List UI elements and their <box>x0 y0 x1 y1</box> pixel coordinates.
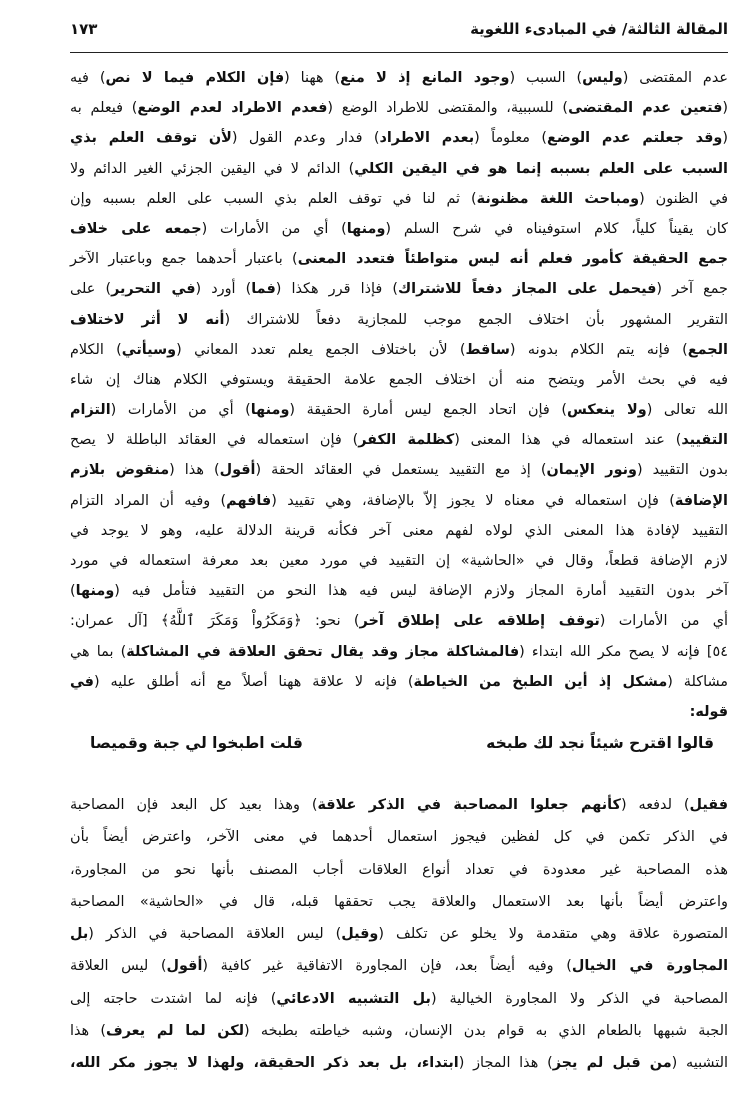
text-line <box>70 950 728 982</box>
bold-matn-segment: السبب على العلم بسببه إنما هو في اليقين الكلي <box>354 160 728 177</box>
text-segment: ( <box>722 130 728 147</box>
bold-matn-segment: المجاورة في الخيال <box>571 958 728 975</box>
text-segment: آخر بدون التقييد أمارة المجاز ولازم الإضافة ليس فيه هذا النحو من التقييد فتأمل فيه ( <box>114 583 728 600</box>
running-header <box>70 14 728 44</box>
text-line <box>70 606 728 636</box>
text-segment: ) على <box>70 281 112 298</box>
text-line <box>70 789 728 821</box>
text-segment: ) الدائم لا في اليقين الجزئي الغير الدائم ولا <box>70 160 355 177</box>
text-segment: الله تعالى ( <box>646 402 728 419</box>
text-segment: ) السبب ( <box>509 70 583 86</box>
text-segment: ) باعتبار أحدهما جمع وباعتبار الآخر <box>70 251 298 268</box>
text-segment: ٥٤] فإنه لا يصح مكر الله ابتداء ( <box>519 643 729 660</box>
text-line <box>70 1047 728 1079</box>
bold-matn-segment: جمع الحقيقة كأمور فعلم أنه ليس متواطئاً فتعدد المعنى <box>297 251 728 268</box>
text-segment: ) لأن باختلاف الجمع يعلم تعدد المعاني ( <box>176 341 466 358</box>
text-segment: ) وفيه أيضاً بعد، فإن المجاورة الاتفاقية غير كافية ( <box>202 958 572 975</box>
bold-matn-segment: قوله: <box>689 703 728 720</box>
text-segment: الجبة شبهها بالطعام الذي به قوام بدن الإنسان، وشبه خياطته بطبخه ( <box>244 1023 728 1040</box>
text-segment: التقرير المشهور بأن اختلاف الجمع موجب للمجازية دفعاً للاشتراك ( <box>224 311 728 328</box>
text-line <box>70 455 728 485</box>
poem-hemistich-1: قالوا اقترح شيئاً نجد لك طبخه <box>486 734 714 752</box>
text-line <box>70 516 728 546</box>
text-segment: ) للسببية، والمقتضى للاطراد الوضع ( <box>327 100 569 117</box>
bold-matn-segment: منقوض بلازم <box>70 462 170 479</box>
text-segment: ) فإن اتحاد الجمع ليس أمارة الحقيقة ( <box>289 402 567 419</box>
text-segment: المتصورة علاقة وهي متقدمة ولا يخلو عن تكلف ( <box>378 926 728 943</box>
text-line <box>70 395 728 425</box>
bold-matn-segment: التقييد <box>681 432 728 449</box>
bold-matn-segment: الإضافة <box>674 492 728 509</box>
text-segment: ) معلوماً ( <box>474 130 547 147</box>
text-segment: ) هذا ( <box>169 462 220 479</box>
text-segment: ) فيه <box>70 70 106 86</box>
text-segment: ) هذا المجاز ( <box>458 1055 553 1072</box>
bold-matn-segment: في التحرير <box>111 281 196 298</box>
bold-matn-segment: كأنهم جعلوا المصاحبة في الذكر علاقة <box>317 797 621 813</box>
text-segment: ( <box>722 100 728 117</box>
text-line <box>70 365 728 395</box>
text-segment: واعترض أيضاً بأنها بعد الاستعمال والعلاقة يجب تحققها قبله، قال في «الحاشية» المصاحبة <box>70 893 728 910</box>
bold-matn-segment: وقد جعلتم عدم الوضع <box>547 130 723 147</box>
bold-matn-segment: فعدم الاطراد لعدم الوضع <box>137 100 328 117</box>
text-line <box>70 214 728 244</box>
text-segment: ) نحو: ﴿وَمَكَرُواْ وَمَكَرَ ٱللَّهُ﴾ [آل عمران: <box>70 613 360 630</box>
text-segment: ) بما هي <box>70 643 127 660</box>
bold-matn-segment: جمعه على خلاف <box>70 220 202 237</box>
text-segment: ) وهذا بعيد كل البعد فإن المصاحبة <box>70 797 318 813</box>
text-segment: ) الكلام <box>70 341 122 358</box>
text-segment: ) أي من الأمارات ( <box>110 402 251 419</box>
text-segment: ) فإنه لما اشتدت حاجته إلى <box>70 990 277 1007</box>
poem-verse <box>90 734 714 752</box>
text-segment: ) فإنه لا علاقة ههنا أصلاً مع أنه أطلق عليه ( <box>93 673 414 690</box>
bold-matn-segment: ونور الإيمان <box>546 462 637 479</box>
text-line <box>70 305 728 335</box>
bold-matn-segment: فقيل <box>689 797 728 813</box>
text-line <box>70 335 728 365</box>
text-line <box>70 123 728 153</box>
body-text-block-1 <box>70 63 728 727</box>
text-segment: ) فيعلم به <box>70 100 138 117</box>
text-segment: ) ثم لنا في توقف العلم بذي السبب على العلم بسببه وإن <box>70 190 477 207</box>
bold-matn-segment: فتعين عدم المقتضى <box>568 100 723 117</box>
bold-matn-segment: أنه لا أثر لاختلاف <box>70 311 225 328</box>
text-segment: ) فإن استعماله في معناه لا يجوز إلاّ بالإضافة، وهي تقييد ( <box>271 492 675 509</box>
bold-matn-segment: في <box>70 673 94 690</box>
bold-matn-segment: أقول <box>166 958 203 975</box>
bold-matn-segment: بعدم الاطراد <box>379 130 475 147</box>
chapter-title: المقالة الثالثة/ في المبادىء اللغوية <box>470 20 728 38</box>
text-line <box>70 576 728 606</box>
text-line <box>70 486 728 516</box>
text-segment: ) ليس العلاقة المصاحبة في الذكر ( <box>88 926 342 943</box>
poem-hemistich-2: قلت اطبخوا لي جبة وقميصا <box>90 734 303 752</box>
text-segment: ) عند استعماله في هذا المعنى ( <box>454 432 682 449</box>
text-segment: أي من الأمارات ( <box>599 613 729 630</box>
text-line <box>70 886 728 918</box>
text-segment: في الذكر تكمن في كل لفظين فيجوز استعمال أحدهما في معنى الآخر، واعترض أيضاً بأن <box>70 829 728 846</box>
text-segment: ) فإن استعماله في العقائد الباطلة لا يصح <box>70 432 359 449</box>
text-segment: ) فإنه يتم الكلام بدونه ( <box>509 341 688 358</box>
text-segment: جمع آخر ( <box>656 281 728 298</box>
text-line <box>70 244 728 274</box>
text-segment: ) فدار وعدم القول ( <box>231 130 380 147</box>
text-segment: ) أي من الأمارات ( <box>201 220 347 237</box>
text-line <box>70 637 728 667</box>
bold-matn-segment: وجود المانع إذ لا منع <box>340 70 510 86</box>
bold-matn-segment: وسيأتي <box>121 341 177 358</box>
bold-matn-segment: بل <box>70 926 89 943</box>
text-segment: ) فإذا قرر هكذا ( <box>275 281 398 298</box>
bold-matn-segment: ساقط <box>465 341 510 358</box>
text-segment: ) ليس العلاقة <box>70 958 167 975</box>
bold-matn-segment: كظلمة الكفر <box>358 432 455 449</box>
text-segment: ) لدفعه ( <box>620 797 690 813</box>
text-line <box>70 274 728 304</box>
text-segment: في الظنون ( <box>639 190 729 207</box>
text-line <box>70 546 728 576</box>
text-line <box>70 93 728 123</box>
bold-matn-segment: ابتداء، بل بعد ذكر الحقيقة، ولهذا لا يجوز مكر الله، <box>70 1055 459 1072</box>
text-segment: عدم المقتضى ( <box>622 70 728 86</box>
bold-matn-segment: ومباحث اللغة مظنونة <box>476 190 640 207</box>
body-text-block-2 <box>70 789 728 1080</box>
bold-matn-segment: ومنها <box>346 220 386 237</box>
text-segment: التقييد لإفادة هذا المعنى الذي لولاه لفهم معنى آخر فكأنه قرينة الدلالة عليه، وهو لا يوجد في <box>70 522 728 539</box>
text-segment: لازم الإضافة قطعاً، وقال في «الحاشية» إن التقييد في مورد معين بعد معرفة استعماله في مورد <box>70 553 728 569</box>
text-segment: المصاحبة في الذكر ولا المجاورة الخيالية ( <box>430 990 729 1007</box>
text-line <box>70 667 728 697</box>
text-line <box>70 918 728 950</box>
text-segment: فيه في بحث الأمر ويتضح منه أن اختلاف الجمع علامة الحقيقة ويستوفي الكلام هناك إن شاء <box>70 371 728 388</box>
bold-matn-segment: فما <box>251 281 276 298</box>
text-segment: ) إذ مع التقييد يستعمل في العقائد الحقة ( <box>255 462 547 479</box>
text-line <box>70 697 728 727</box>
bold-matn-segment: فالمشاكلة مجاز وقد يقال تحقق العلاقة في المشاكلة <box>126 643 520 660</box>
bold-matn-segment: فافهم <box>226 492 272 509</box>
text-segment: مشاكلة ( <box>667 673 728 690</box>
bold-matn-segment: ومنها <box>250 402 290 419</box>
text-line <box>70 63 728 93</box>
bold-matn-segment: وقيل <box>341 926 379 943</box>
header-rule <box>70 52 728 53</box>
text-line <box>70 854 728 886</box>
text-line <box>70 1015 728 1047</box>
text-segment: ) ههنا ( <box>284 70 341 86</box>
text-segment: ) أورد ( <box>195 281 252 298</box>
bold-matn-segment: مشكل إذ أين الطبخ من الخياطة <box>413 673 668 690</box>
bold-matn-segment: لأن توقف العلم بذي <box>70 130 232 147</box>
text-line <box>70 184 728 214</box>
bold-matn-segment: الجمع <box>687 341 728 358</box>
bold-matn-segment: فيحمل على المجاز دفعاً للاشتراك <box>397 281 657 298</box>
page-number: ١٧٣ <box>70 20 98 38</box>
text-segment: ) <box>70 583 76 600</box>
bold-matn-segment: ومنها <box>75 583 115 600</box>
bold-matn-segment: من قبل لم يجز <box>552 1055 672 1072</box>
bold-matn-segment: توقف إطلاقه على إطلاق آخر <box>359 613 600 630</box>
text-line <box>70 425 728 455</box>
bold-matn-segment: أقول <box>219 462 256 479</box>
bold-matn-segment: وليس <box>582 70 623 86</box>
text-segment: التشبيه ( <box>671 1055 728 1072</box>
bold-matn-segment: بل التشبيه الادعائي <box>276 990 431 1007</box>
text-segment: كان يقيناً كلياً، كلام استوفيناه في شرح السلم ( <box>385 220 728 237</box>
text-segment: هذه المصاحبة غير معدودة في تعداد أنواع العلاقات أجاب المصنف بأنها نحو من المجاورة، <box>70 861 728 878</box>
text-segment: ) هذا <box>70 1023 106 1040</box>
bold-matn-segment: فإن الكلام فيما لا نص <box>105 70 285 86</box>
bold-matn-segment: التزام <box>70 402 111 419</box>
bold-matn-segment: لكن لما لم يعرف <box>105 1023 245 1040</box>
text-line <box>70 154 728 184</box>
text-segment: ) وفيه أن المراد التزام <box>70 492 227 509</box>
text-segment: بدون التقييد ( <box>636 462 728 479</box>
text-line <box>70 983 728 1015</box>
bold-matn-segment: ولا ينعكس <box>566 402 647 419</box>
text-line <box>70 821 728 853</box>
